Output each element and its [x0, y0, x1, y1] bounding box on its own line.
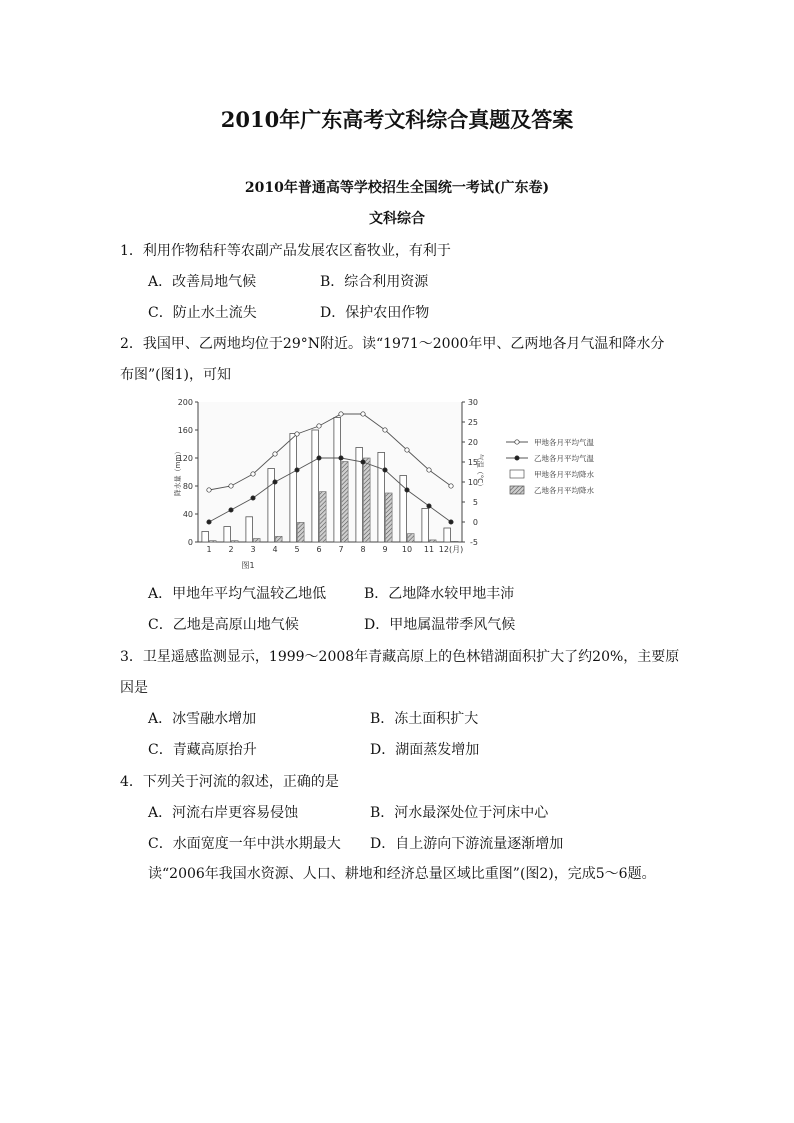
- left-tick-label: 120: [177, 454, 193, 463]
- legend-bar-swatch: [510, 470, 524, 478]
- x-tick-label: 3: [250, 545, 256, 554]
- q3-option-a: A．冰雪融水增加: [148, 711, 257, 727]
- legend-bar-swatch: [510, 486, 524, 494]
- right-tick-label: 15: [467, 458, 478, 467]
- yi-temp-point: [295, 468, 299, 472]
- bar-yi-precip: [210, 541, 217, 542]
- bar-jia-precip: [224, 527, 231, 542]
- jia-temp-point: [449, 484, 453, 488]
- yi-temp-point: [383, 468, 387, 472]
- x-tick-label: 5: [294, 545, 300, 554]
- right-tick-label: 30: [467, 398, 478, 407]
- right-tick-label: 0: [472, 518, 478, 527]
- bar-jia-precip: [400, 476, 407, 543]
- jia-temp-point: [229, 484, 233, 488]
- bar-jia-precip: [268, 469, 275, 543]
- jia-temp-point: [405, 448, 409, 452]
- exam-subtitle: 2010年普通高等学校招生全国统一考试(广东卷): [244, 180, 550, 196]
- jia-temp-point: [361, 412, 365, 416]
- x-tick-label: 4: [272, 545, 278, 554]
- x-tick-label: 10: [401, 545, 413, 554]
- bar-jia-precip: [378, 452, 385, 542]
- left-tick-label: 40: [182, 510, 193, 519]
- question-2-line-1: 2．我国甲、乙两地均位于29°N附近。读“1971～2000年甲、乙两地各月气温和降水分: [120, 336, 665, 352]
- left-tick-label: 80: [182, 482, 193, 491]
- q4-option-d: D．自上游向下游流量逐渐增加: [370, 836, 564, 852]
- subject-heading: 文科综合: [369, 211, 425, 227]
- question-2-line-2: 布图”(图1)，可知: [120, 367, 231, 383]
- left-tick-label: 200: [177, 398, 193, 407]
- yi-temp-point: [339, 456, 343, 460]
- bar-jia-precip: [246, 517, 253, 542]
- bar-yi-precip: [364, 458, 371, 542]
- bar-yi-precip: [276, 536, 283, 542]
- x-tick-label: 2: [228, 545, 234, 554]
- jia-temp-point: [383, 428, 387, 432]
- q1-option-c: C．防止水土流失: [148, 305, 257, 321]
- question-4: 4．下列关于河流的叙述，正确的是: [120, 774, 339, 790]
- yi-temp-point: [207, 520, 211, 524]
- legend-marker: [515, 456, 519, 460]
- bar-yi-precip: [342, 462, 349, 543]
- yi-temp-point: [317, 456, 321, 460]
- q1-option-a: A．改善局地气候: [148, 274, 257, 290]
- bar-yi-precip: [408, 534, 415, 542]
- bar-yi-precip: [386, 493, 393, 542]
- left-tick-label: 0: [187, 538, 193, 547]
- x-tick-label: 8: [360, 545, 366, 554]
- jia-temp-point: [427, 468, 431, 472]
- q4-option-b: B．河水最深处位于河床中心: [370, 805, 549, 821]
- yi-temp-point: [251, 496, 255, 500]
- jia-temp-point: [207, 488, 211, 492]
- right-axis-title: 气温（°C）: [476, 453, 484, 491]
- right-tick-label: -5: [470, 538, 478, 547]
- legend-marker: [515, 440, 519, 444]
- q4-option-c: C．水面宽度一年中洪水期最大: [148, 836, 341, 852]
- bar-yi-precip: [430, 540, 437, 542]
- x-tick-label: 12(月): [438, 545, 464, 554]
- legend-label: 甲地各月平均气温: [534, 438, 594, 447]
- left-tick-label: 160: [177, 426, 193, 435]
- right-tick-label: 25: [467, 418, 478, 427]
- figure-1-climate-chart: [150, 392, 610, 572]
- x-tick-label: 1: [206, 545, 212, 554]
- right-tick-label: 10: [467, 478, 478, 487]
- legend-label: 甲地各月平均降水: [534, 470, 594, 479]
- question-1: 1．利用作物秸秆等农副产品发展农区畜牧业，有利于: [120, 243, 451, 259]
- bar-yi-precip: [232, 541, 239, 542]
- question-3-line-1: 3．卫星遥感监测显示，1999～2008年青藏高原上的色林错湖面积扩大了约20%，主要原: [120, 649, 680, 665]
- bar-jia-precip: [444, 528, 451, 542]
- q2-option-b: B．乙地降水较甲地丰沛: [364, 586, 515, 602]
- right-tick-label: 5: [472, 498, 478, 507]
- bar-jia-precip: [290, 434, 297, 543]
- yi-temp-point: [273, 480, 277, 484]
- x-tick-label: 11: [423, 545, 435, 554]
- jia-temp-point: [273, 452, 277, 456]
- left-axis-title: 降水量（mm）: [174, 447, 182, 497]
- yi-temp-point: [427, 504, 431, 508]
- x-tick-label: 6: [316, 545, 322, 554]
- yi-temp-point: [449, 520, 453, 524]
- q2-option-d: D．甲地属温带季风气候: [364, 617, 516, 633]
- q1-option-b: B．综合利用资源: [320, 274, 429, 290]
- bar-jia-precip: [202, 532, 209, 543]
- legend-label: 乙地各月平均降水: [534, 486, 594, 495]
- document-title: 2010年广东高考文科综合真题及答案: [220, 107, 574, 132]
- x-tick-label: 9: [382, 545, 388, 554]
- bar-jia-precip: [422, 508, 429, 542]
- reading-instruction: 读“2006年我国水资源、人口、耕地和经济总量区域比重图”(图2)，完成5～6题。: [148, 866, 656, 882]
- legend-label: 乙地各月平均气温: [534, 454, 594, 463]
- q3-option-d: D．湖面蒸发增加: [370, 742, 480, 758]
- q3-option-b: B．冻土面积扩大: [370, 711, 479, 727]
- q2-option-a: A．甲地年平均气温较乙地低: [148, 586, 327, 602]
- bar-jia-precip: [312, 430, 319, 542]
- jia-temp-point: [339, 412, 343, 416]
- yi-temp-point: [229, 508, 233, 512]
- bar-yi-precip: [452, 541, 459, 542]
- figure-caption: 图1: [241, 561, 255, 570]
- yi-temp-point: [361, 460, 365, 464]
- q1-option-d: D．保护农田作物: [320, 305, 430, 321]
- jia-temp-point: [295, 432, 299, 436]
- jia-temp-point: [317, 424, 321, 428]
- bar-jia-precip: [334, 417, 341, 542]
- x-tick-label: 7: [338, 545, 344, 554]
- question-3-line-2: 因是: [120, 680, 148, 696]
- q2-option-c: C．乙地是高原山地气候: [148, 617, 299, 633]
- q4-option-a: A．河流右岸更容易侵蚀: [148, 805, 299, 821]
- bar-yi-precip: [298, 522, 305, 542]
- jia-temp-point: [251, 472, 255, 476]
- bar-yi-precip: [320, 492, 327, 542]
- bar-yi-precip: [254, 539, 261, 543]
- q3-option-c: C．青藏高原抬升: [148, 742, 257, 758]
- right-tick-label: 20: [467, 438, 478, 447]
- yi-temp-point: [405, 488, 409, 492]
